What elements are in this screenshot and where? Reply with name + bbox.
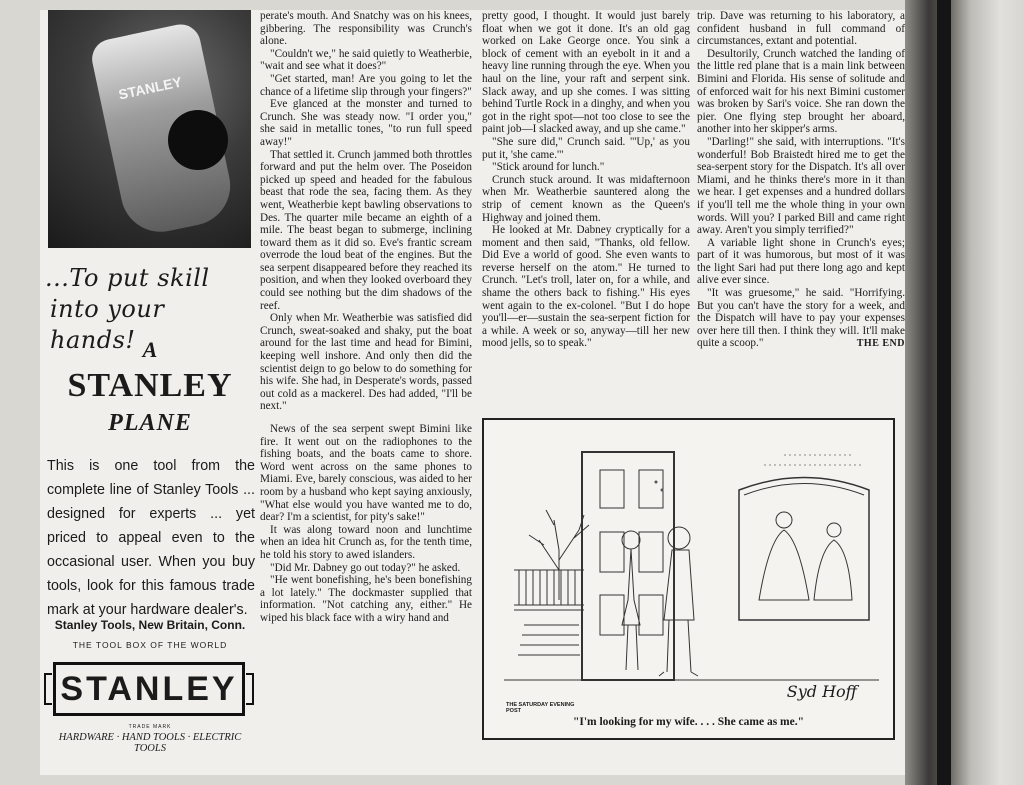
article-paragraph: "Darling!" she said, with interruptions. "It's wonderful! Bob Braistedt hired me to get the sea-serpent story for the Dispatch. It's all over Miami, and he thinks there's more in it than we hear. I get expenses and a hundred dollars if you'll tell me the whole thing in your own words. Will you? I parked Bill and came right away. Aren't you simply terrified?" xyxy=(697,135,905,237)
ad-body-copy: This is one tool from the complete line of Stanley Tools ... designed for experts ... yet priced to appeal even to the occasional user. When you buy tools, look for this famous trade mark at your hardware dealer's. xyxy=(47,458,255,618)
cartoon-source-credit: THE SATURDAY EVENING POST xyxy=(506,702,575,714)
cartoon-caption: "I'm looking for my wife. . . . She came as me." xyxy=(572,716,805,728)
article-paragraph: News of the sea serpent swept Bimini like fire. It went out on the radiophones to the fishing boats, and the boats came to shore. Word went across on the same phones to Miami. Eve, barely conscious, was aided to her room by a husband who kept saying anxiously, "What else would you have wanted me to do, dear? I'm a scientist, for pity's sake!" xyxy=(260,423,472,524)
ad-tagline-line-1: ...To put skill xyxy=(45,264,210,292)
article-paragraph: trip. Dave was returning to his laboratory, a confident husband in full command of circumstances, extant and potential. xyxy=(697,10,905,48)
plane-brand-text: STANLEY xyxy=(117,73,184,103)
article-column-2 xyxy=(482,10,690,405)
the-end-marker: THE END xyxy=(856,338,905,350)
article-paragraph: "He went bonefishing, he's been bonefishing a lot lately." The dockmaster supplied that information. "Not catching any, either." He wiped his black face with a wiry hand and xyxy=(260,574,472,624)
cartoon-panel xyxy=(482,418,895,740)
stanley-advertisement xyxy=(45,10,255,775)
article-paragraph: "Get started, man! Are you going to let the chance of a lifetime slip through your fingers?" xyxy=(260,72,472,98)
article-paragraph: pretty good, I thought. It would just barely float when we got it done. It's an old gag worked on Lake George once. You sink a block of cement with an eyebolt in it and a heavy line running through the eye. When you haul on the line, your raft and serpent sink. Slack away, and up she comes. I was sitting behind Turtle Rock in a dinghy, and when you got in the right spot—not too close to see the paint job—I slacked away, and up she came." xyxy=(482,10,690,136)
ad-brand-heading: STANLEY xyxy=(67,367,233,404)
article-paragraph: "Did Mr. Dabney go out today?" he asked. xyxy=(270,561,461,574)
ad-product-heading: PLANE xyxy=(108,410,192,436)
article-paragraph: A variable light shone in Crunch's eyes; part of it was humorous, but most of it was the light Sari had put there long ago and kept alive ever since. xyxy=(697,236,905,287)
article-paragraph: Crunch stuck around. It was midafternoon when Mr. Weatherbie sauntered along the strip of cement known as the Queen's Highway and joined them. xyxy=(482,173,690,224)
scan-edge-shadow xyxy=(905,0,1024,785)
stanley-logo: STANLEY xyxy=(53,662,245,716)
article-paragraph: Desultorily, Crunch watched the landing of the little red plane that is a main link between Bimini and Florida. His sense of solitude and of enforced wait for his next Bimini customer was broken by Sari's voice. She ran down the pier. One flying step brought her aboard, another into her skipper's arms. xyxy=(697,47,905,136)
article-paragraph: "She sure did," Crunch said. "'Up,' as you put it, 'she came.'" xyxy=(482,135,690,161)
plane-knob-image xyxy=(168,110,228,170)
article-paragraph: He looked at Mr. Dabney cryptically for a moment and then said, "Thanks, old fellow. Did Eve a world of good. She even wants to reverse herself on the atom." He turned to Crunch. "Let's troll, later on, for a while, and shame the others back to fishing." His eyes went again to the ex-colonel. "But I do hope you'll—er—sustain the sea-serpent fiction for a while. A week or so, anyway—till her new mood jells, so to speak." xyxy=(482,224,690,350)
article-paragraph: "Couldn't we," he said quietly to Weatherbie, "wait and see what it does?" xyxy=(260,47,472,73)
article-paragraph: "It was gruesome," he said. "Horrifying. But you can't have the story for a week, and the Dispatch will have to pay your expenses over here till then. I think they will. It'll make quite a scoop." xyxy=(697,287,905,350)
article-paragraph: That settled it. Crunch jammed both throttles forward and put the helm over. The Poseidon picked up speed and headed for the fabulous beast that rode the sea, facing them. As they went, Weatherbie kept bawling observations to Des. The quarter mile became an eighth of a mile. The beast began to submerge, inclining toward them as it did so. Eve's frantic scream overrode the loud beat of the engines. But the sea serpent disappeared before they reached its position, and when they looked overboard they could see nothing but the dim shadows of the reef. xyxy=(260,148,472,312)
article-column-3 xyxy=(697,10,905,405)
plane-photo xyxy=(48,10,251,248)
cartoonist-signature: Syd Hoff xyxy=(786,682,857,701)
article-paragraph: "Stick around for lunch." xyxy=(492,161,605,174)
ad-trademark-label: TRADE MARK xyxy=(128,724,172,730)
ad-slogan: THE TOOL BOX OF THE WORLD xyxy=(72,640,228,650)
article-column-1 xyxy=(260,10,472,745)
ad-tagline-line-2: into your hands! xyxy=(50,295,165,354)
article-paragraph: perate's mouth. And Snatchy was on his knees, gibbering. The responsibility was Crunch's alone. xyxy=(260,10,472,48)
ad-product-lines: HARDWARE · HAND TOOLS · ELECTRIC TOOLS xyxy=(58,732,242,754)
section-break xyxy=(260,413,472,423)
ad-article-a: A xyxy=(142,337,158,362)
article-paragraph: It was along toward noon and lunchtime when an idea hit Crunch as, for the tenth time, he told his story to awed islanders. xyxy=(260,523,472,561)
article-paragraph: Eve glanced at the monster and turned to Crunch. She was steady now. "I order you," she said in metallic tones, "to run full speed away!" xyxy=(260,98,472,148)
ad-company-address: Stanley Tools, New Britain, Conn. xyxy=(54,618,246,632)
article-paragraph: Only when Mr. Weatherbie was satisfied did Crunch, sweat-soaked and shaky, put the boat around for the last time and head for Bimini, keeping well inshore. And only then did the scientist deign to go below to do something for his wife. She had, in Desperate's words, passed out cold as a mackerel. Des had added, "I'll be next." xyxy=(260,312,472,413)
